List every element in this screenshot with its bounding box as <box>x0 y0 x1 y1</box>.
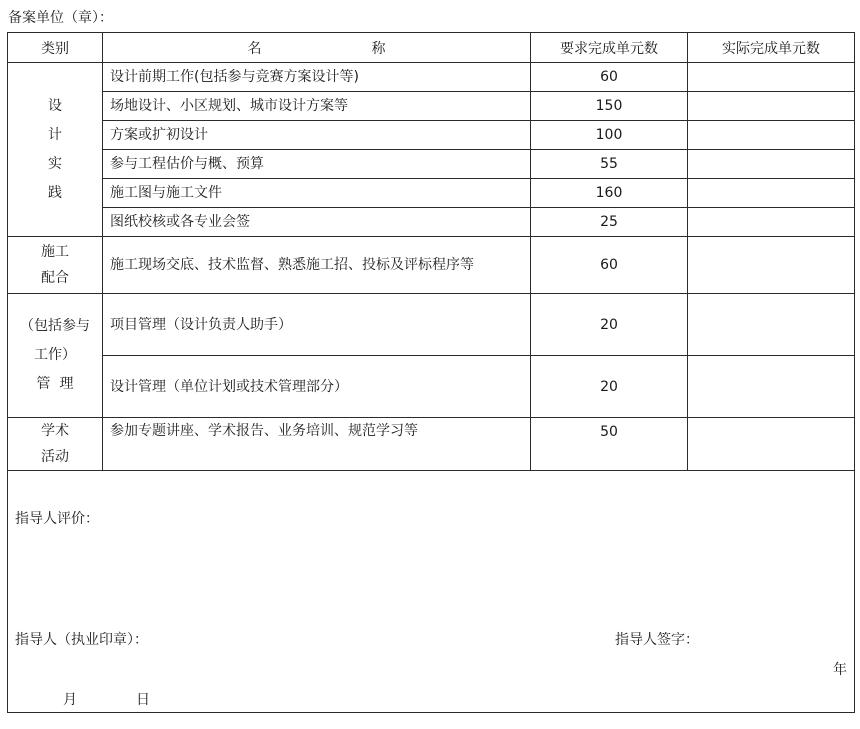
date-month-label: 月 <box>63 692 77 708</box>
category-label-line: 实 <box>48 155 62 172</box>
actual-units-field[interactable] <box>688 356 855 418</box>
table-row <box>8 418 855 471</box>
required-units: 60 <box>531 237 688 294</box>
filing-unit-label: 备案单位（章）： <box>8 10 113 26</box>
item-name: 参加专题讲座、学术报告、业务培训、规范学习等 <box>103 418 531 471</box>
table-row <box>8 179 855 208</box>
evaluation-row <box>8 471 855 713</box>
table-row <box>8 356 855 418</box>
category-label-line: 施工 <box>41 244 69 260</box>
actual-units-header: 实际完成单元数 <box>688 33 855 63</box>
evaluation-section <box>8 471 855 713</box>
item-name: 施工图与施工文件 <box>103 179 531 208</box>
actual-units-field[interactable] <box>688 294 855 356</box>
category-label-line: 配合 <box>41 270 69 286</box>
item-name: 方案或扩初设计 <box>103 121 531 150</box>
category-label-line: （包括参与 <box>20 318 90 334</box>
header-row <box>8 33 855 63</box>
table-row <box>8 92 855 121</box>
required-units: 100 <box>531 121 688 150</box>
table-row <box>8 63 855 92</box>
category-label-line: 学术 <box>41 423 69 439</box>
category-label-line: 管 理 <box>36 376 74 392</box>
item-name: 参与工程估价与概、预算 <box>103 150 531 179</box>
item-name: 项目管理（设计负责人助手） <box>103 294 531 356</box>
required-units: 55 <box>531 150 688 179</box>
required-units: 60 <box>531 63 688 92</box>
actual-units-field[interactable] <box>688 418 855 471</box>
practice-record-table <box>7 32 855 713</box>
table-row <box>8 150 855 179</box>
category-label-line: 践 <box>48 184 62 201</box>
evaluation-label: 指导人评价： <box>15 511 99 527</box>
category-management <box>8 294 103 418</box>
date-day-label: 日 <box>136 692 150 708</box>
table-row <box>8 237 855 294</box>
name-header-char-1: 名 <box>247 40 262 57</box>
name-header-char-2: 称 <box>371 40 386 57</box>
name-header <box>103 33 531 63</box>
actual-units-field[interactable] <box>688 92 855 121</box>
required-units: 150 <box>531 92 688 121</box>
practice-stamp-label: 指导人（执业印章）： <box>15 632 148 648</box>
actual-units-field[interactable] <box>688 150 855 179</box>
table-row <box>8 121 855 150</box>
item-name: 设计管理（单位计划或技术管理部分） <box>103 356 531 418</box>
item-name: 施工现场交底、技术监督、熟悉施工招、投标及评标程序等 <box>103 237 531 294</box>
item-name: 场地设计、小区规划、城市设计方案等 <box>103 92 531 121</box>
category-design-practice <box>8 63 103 237</box>
item-name: 设计前期工作(包括参与竞赛方案设计等) <box>103 63 531 92</box>
date-year-label: 年 <box>833 662 847 678</box>
actual-units-field[interactable] <box>688 121 855 150</box>
required-units: 25 <box>531 208 688 237</box>
required-units-header: 要求完成单元数 <box>531 33 688 63</box>
category-header: 类别 <box>8 33 103 63</box>
required-units: 20 <box>531 356 688 418</box>
item-name: 图纸校核或各专业会签 <box>103 208 531 237</box>
required-units: 160 <box>531 179 688 208</box>
table-row <box>8 294 855 356</box>
category-academic <box>8 418 103 471</box>
actual-units-field[interactable] <box>688 63 855 92</box>
category-label-line: 计 <box>48 126 62 143</box>
category-construction <box>8 237 103 294</box>
required-units: 20 <box>531 294 688 356</box>
required-units: 50 <box>531 418 688 471</box>
actual-units-field[interactable] <box>688 179 855 208</box>
category-label-line: 工作） <box>34 347 76 363</box>
signature-label: 指导人签字： <box>615 632 699 648</box>
actual-units-field[interactable] <box>688 208 855 237</box>
category-label-line: 活动 <box>41 449 69 465</box>
table-row <box>8 208 855 237</box>
category-label-line: 设 <box>48 97 62 114</box>
actual-units-field[interactable] <box>688 237 855 294</box>
